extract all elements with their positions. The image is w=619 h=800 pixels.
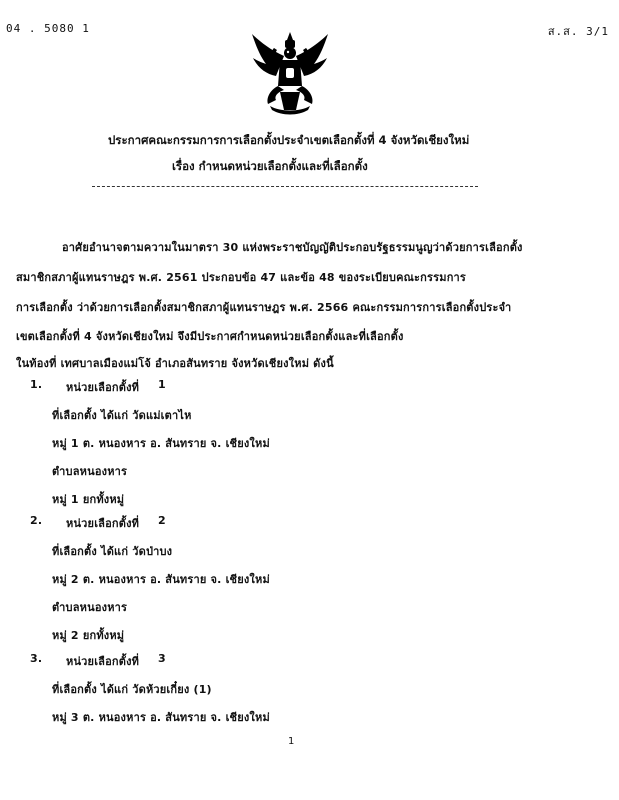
unit-2-number: 2. [30, 514, 43, 527]
dashed-divider [92, 186, 478, 187]
unit-1-place: ที่เลือกตั้ง ได้แก่ วัดแม่เตาไห [52, 409, 192, 422]
unit-2-unit-no: 2 [158, 514, 166, 527]
page-number: 1 [288, 736, 295, 747]
unit-1-unit-no: 1 [158, 378, 166, 391]
unit-2-coverage: หมู่ 2 ยกทั้งหมู่ [52, 629, 125, 642]
unit-3-unit-no: 3 [158, 652, 166, 665]
body-line-2: สมาชิกสภาผู้แทนราษฎร พ.ศ. 2561 ประกอบข้อ 47 และข้อ 48 ของระเบียบคณะกรรมการ [16, 271, 467, 284]
unit-1-subdistrict: ตำบลหนองหาร [52, 465, 128, 478]
unit-3-label: หน่วยเลือกตั้งที่ [66, 655, 140, 668]
unit-3-number: 3. [30, 652, 43, 665]
body-line-4: เขตเลือกตั้งที่ 4 จังหวัดเชียงใหม่ จึงมีประกาศกำหนดหน่วยเลือกตั้งและที่เลือกตั้ง [16, 330, 404, 343]
unit-1-coverage: หมู่ 1 ยกทั้งหมู่ [52, 493, 125, 506]
body-line-3: การเลือกตั้ง ว่าด้วยการเลือกตั้งสมาชิกสภาผู้แทนราษฎร พ.ศ. 2566 คณะกรรมการการเลือกตั้งประจำ [16, 301, 512, 314]
unit-1-label: หน่วยเลือกตั้งที่ [66, 381, 140, 394]
unit-2-place: ที่เลือกตั้ง ได้แก่ วัดป่าบง [52, 545, 173, 558]
body-line-5: ในท้องที่ เทศบาลเมืองแม่โจ้ อำเภอสันทราย จังหวัดเชียงใหม่ ดังนี้ [16, 357, 334, 370]
unit-2-address: หมู่ 2 ต. หนองหาร อ. สันทราย จ. เชียงใหม่ [52, 573, 270, 586]
garuda-emblem-icon [250, 30, 330, 116]
unit-1-number: 1. [30, 378, 43, 391]
announcement-title: ประกาศคณะกรรมการการเลือกตั้งประจำเขตเลือกตั้งที่ 4 จังหวัดเชียงใหม่ [108, 133, 470, 147]
announcement-subject: เรื่อง กำหนดหน่วยเลือกตั้งและที่เลือกตั้ง [172, 159, 368, 173]
unit-2-label: หน่วยเลือกตั้งที่ [66, 517, 140, 530]
unit-3-address: หมู่ 3 ต. หนองหาร อ. สันทราย จ. เชียงใหม่ [52, 711, 270, 724]
body-line-1: อาศัยอำนาจตามความในมาตรา 30 แห่งพระราชบัญญัติประกอบรัฐธรรมนูญว่าด้วยการเลือกตั้ง [62, 241, 523, 254]
form-number: ส.ส. 3/1 [547, 25, 609, 38]
document-code: 04 . 5080 1 [6, 22, 90, 35]
unit-1-address: หมู่ 1 ต. หนองหาร อ. สันทราย จ. เชียงใหม่ [52, 437, 270, 450]
unit-3-place: ที่เลือกตั้ง ได้แก่ วัดห้วยเกี๋ยง (1) [52, 683, 212, 696]
unit-2-subdistrict: ตำบลหนองหาร [52, 601, 128, 614]
